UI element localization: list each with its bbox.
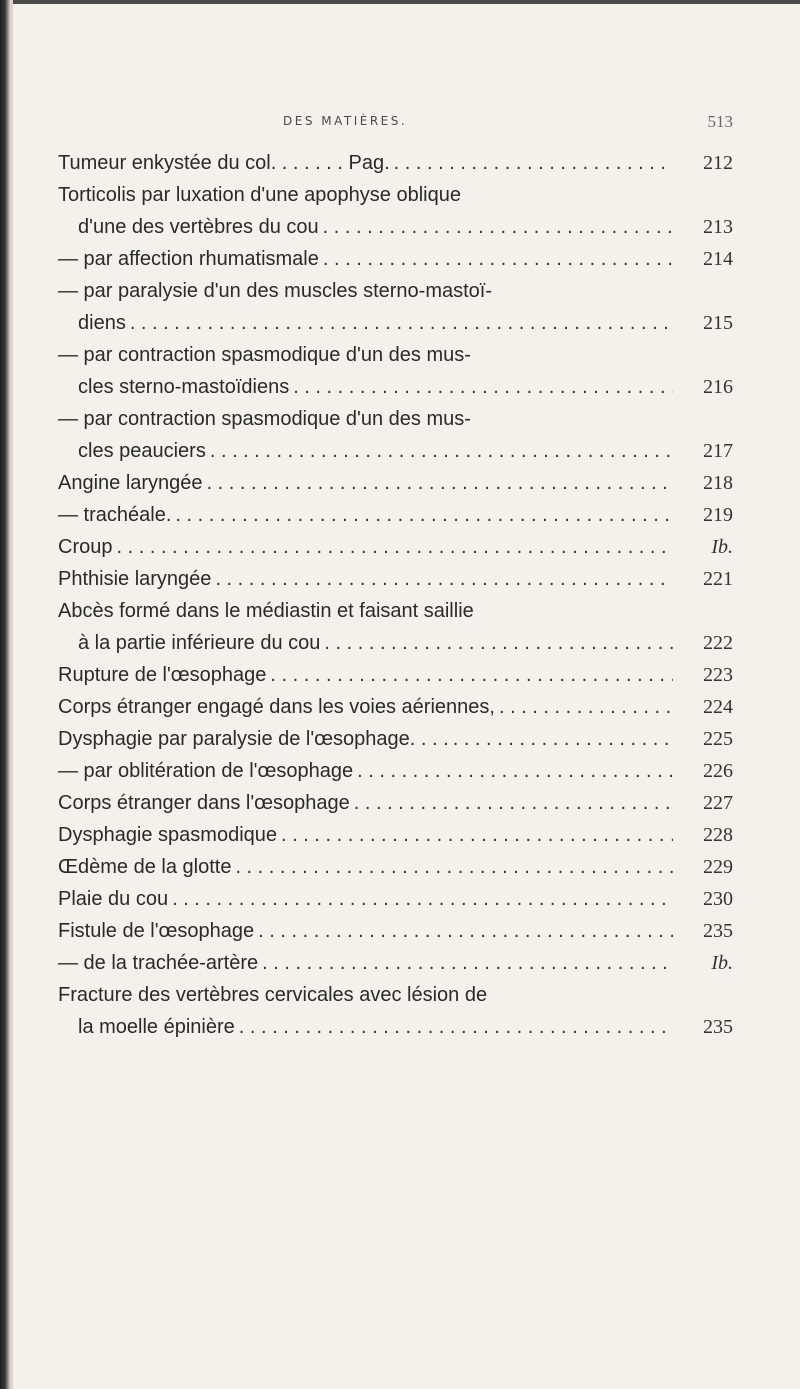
index-entry <box>58 851 733 883</box>
dot-leader <box>231 851 673 883</box>
dot-leader <box>206 435 673 467</box>
index-entry <box>58 275 733 339</box>
entry-text: d'une des vertèbres du cou <box>78 216 319 238</box>
entry-row <box>58 563 733 595</box>
entry-text: Œdème de la glotte <box>58 856 232 878</box>
entry-row <box>58 147 733 179</box>
entry-text-line: — par paralysie d'un des muscles sterno-mastoï- <box>58 280 492 302</box>
entry-text: — par oblitération de l'œsophage <box>58 760 354 782</box>
entry-page-number: 214 <box>703 248 733 270</box>
index-entry <box>58 147 733 179</box>
binding-edge <box>10 0 13 1389</box>
entry-page-number: 227 <box>703 792 733 814</box>
index-entry <box>58 531 733 563</box>
entry-text: Rupture de l'œsophage <box>58 664 267 686</box>
entry-text: Plaie du cou <box>58 888 169 910</box>
entry-text: — trachéale. <box>58 504 172 526</box>
entry-row <box>58 627 733 659</box>
entry-text: — par affection rhumatismale <box>58 248 319 270</box>
entry-text: Fistule de l'œsophage <box>58 920 255 942</box>
entry-text-line: Torticolis par luxation d'une apophyse oblique <box>58 184 461 206</box>
entry-text: diens <box>78 312 126 334</box>
dot-leader <box>112 531 673 563</box>
entry-text: Phthisie laryngée <box>58 568 212 590</box>
index-entry <box>58 179 733 243</box>
entry-page-number: 217 <box>703 440 733 462</box>
index-entry <box>58 499 733 531</box>
entry-page-number: 229 <box>703 856 733 878</box>
entry-page-number: 230 <box>703 888 733 910</box>
entry-row <box>58 499 733 531</box>
entry-row <box>58 243 733 275</box>
entry-text: — de la trachée-artère <box>58 952 259 974</box>
entry-row <box>58 371 733 403</box>
entry-page-number: 215 <box>703 312 733 334</box>
running-header <box>58 112 733 136</box>
entry-text: Angine laryngée <box>58 472 203 494</box>
entry-page-number: 213 <box>703 216 733 238</box>
dot-leader <box>126 307 673 339</box>
dot-leader <box>495 691 673 723</box>
binding-gutter <box>0 0 10 1389</box>
entry-text-line: — par contraction spasmodique d'un des mus- <box>58 344 471 366</box>
entry-row <box>58 531 733 563</box>
entry-text-line: — par contraction spasmodique d'un des mus- <box>58 408 471 430</box>
entry-row <box>58 819 733 851</box>
entry-text-line: Fracture des vertèbres cervicales avec lésion de <box>58 984 488 1006</box>
entry-page-number: 223 <box>703 664 733 686</box>
entry-page-number: 225 <box>703 728 733 750</box>
index-entry <box>58 979 733 1043</box>
dot-leader <box>449 723 673 755</box>
dot-leader <box>289 371 673 403</box>
entry-page-number: 221 <box>703 568 733 590</box>
entry-text: Tumeur enkystée du col. . . . . . . Pag. <box>58 152 390 174</box>
entry-row <box>58 755 733 787</box>
entry-page-number: Ib. <box>711 952 733 974</box>
index-entry <box>58 467 733 499</box>
header-page-number: 513 <box>707 112 733 131</box>
entry-page-number: 226 <box>703 760 733 782</box>
entry-page-number: 228 <box>703 824 733 846</box>
index-entries <box>58 147 733 1043</box>
index-entry <box>58 403 733 467</box>
entry-text: Croup <box>58 536 113 558</box>
entry-page-number: 235 <box>703 920 733 942</box>
entry-row <box>58 1011 733 1043</box>
entry-page-number: 212 <box>703 152 733 174</box>
entry-text: Dysphagie spasmodique <box>58 824 278 846</box>
index-entry <box>58 595 733 659</box>
entry-text: Corps étranger dans l'œsophage <box>58 792 350 814</box>
index-entry <box>58 723 733 755</box>
dot-leader <box>235 1011 673 1043</box>
entry-text: Dysphagie par paralysie de l'œsophage. . . . <box>58 728 449 750</box>
entry-text-line: Abcès formé dans le médiastin et faisant saillie <box>58 600 474 622</box>
index-entry <box>58 915 733 947</box>
index-page <box>58 0 788 1389</box>
entry-row <box>58 435 733 467</box>
dot-leader <box>211 563 673 595</box>
index-entry <box>58 659 733 691</box>
dot-leader <box>171 499 673 531</box>
dot-leader <box>320 627 673 659</box>
entry-text: cles peauciers <box>78 440 206 462</box>
entry-text: la moelle épinière <box>78 1016 235 1038</box>
entry-page-number: Ib. <box>711 536 733 558</box>
entry-row <box>58 915 733 947</box>
index-entry <box>58 787 733 819</box>
index-entry <box>58 691 733 723</box>
index-entry <box>58 563 733 595</box>
entry-row <box>58 691 733 723</box>
entry-page-number: 219 <box>703 504 733 526</box>
dot-leader <box>319 243 673 275</box>
index-entry <box>58 883 733 915</box>
entry-page-number: 218 <box>703 472 733 494</box>
dot-leader <box>319 211 673 243</box>
entry-row <box>58 659 733 691</box>
header-title: DES MATIÈRES. <box>283 114 408 128</box>
index-entry <box>58 339 733 403</box>
entry-text: à la partie inférieure du cou <box>78 632 321 654</box>
index-entry <box>58 947 733 979</box>
entry-text: cles sterno-mastoïdiens <box>78 376 290 398</box>
entry-row <box>58 947 733 979</box>
dot-leader <box>277 819 673 851</box>
entry-row <box>58 851 733 883</box>
dot-leader <box>254 915 673 947</box>
index-entry <box>58 243 733 275</box>
index-entry <box>58 755 733 787</box>
index-entry <box>58 819 733 851</box>
entry-row <box>58 723 733 755</box>
dot-leader <box>258 947 673 979</box>
entry-page-number: 216 <box>703 376 733 398</box>
dot-leader <box>390 147 673 179</box>
entry-row <box>58 883 733 915</box>
entry-page-number: 224 <box>703 696 733 718</box>
entry-page-number: 235 <box>703 1016 733 1038</box>
dot-leader <box>266 659 673 691</box>
dot-leader <box>350 787 673 819</box>
dot-leader <box>168 883 673 915</box>
dot-leader <box>353 755 673 787</box>
dot-leader <box>203 467 673 499</box>
entry-row <box>58 787 733 819</box>
entry-text: Corps étranger engagé dans les voies aériennes, <box>58 696 495 718</box>
entry-row <box>58 307 733 339</box>
entry-row <box>58 467 733 499</box>
entry-row <box>58 211 733 243</box>
entry-page-number: 222 <box>703 632 733 654</box>
